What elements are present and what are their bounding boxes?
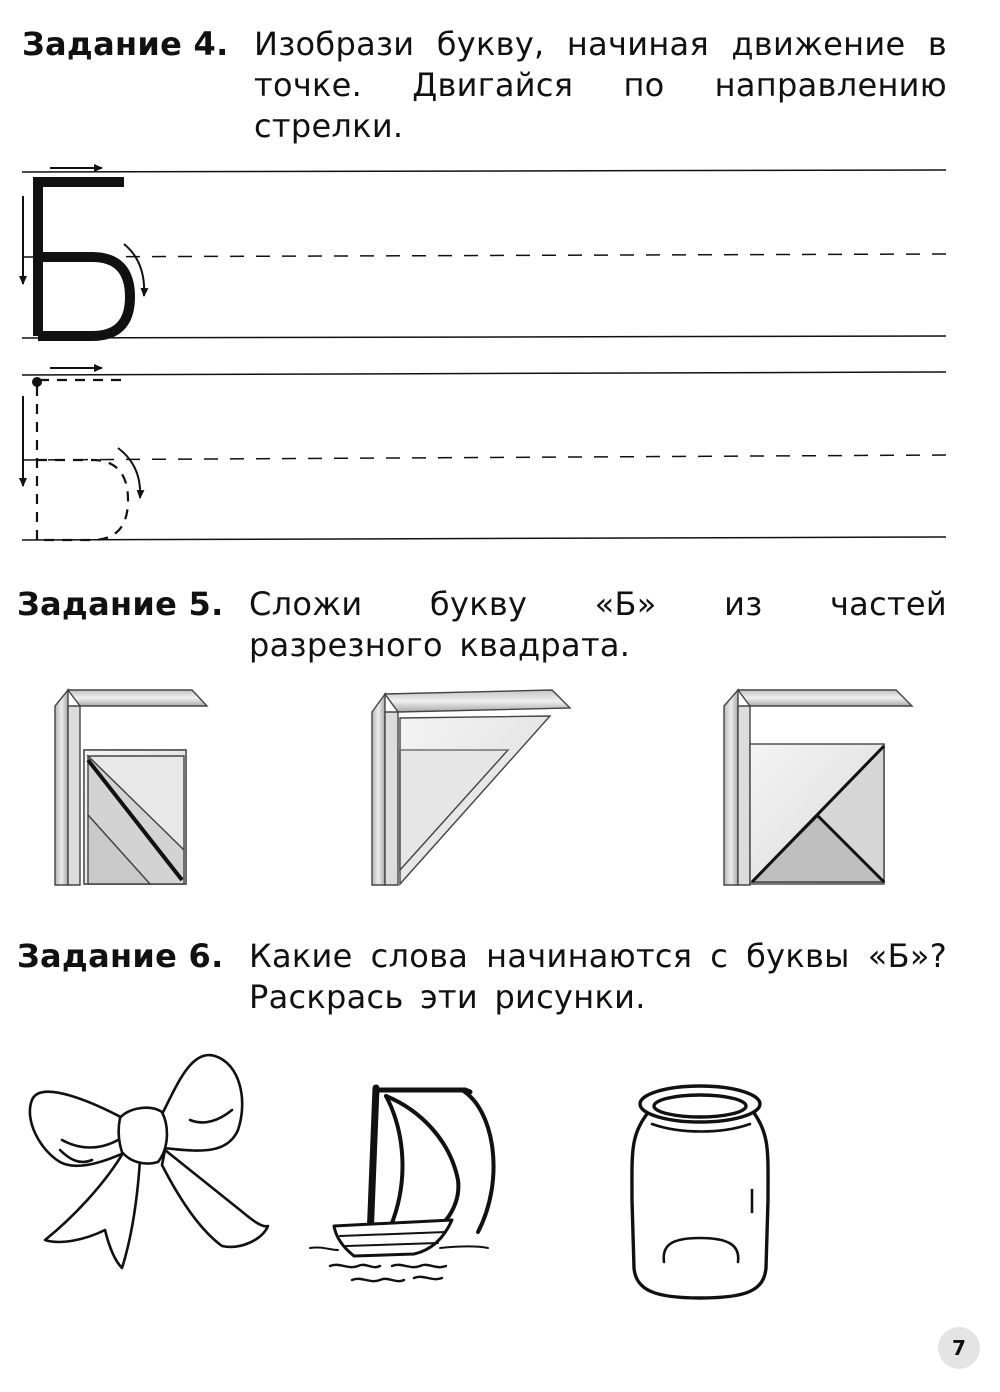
- jar-icon: [632, 1086, 768, 1298]
- task-5-label: Задание 5.: [17, 585, 224, 623]
- sample-letter-b: [38, 182, 130, 336]
- direction-arrows-2: [23, 368, 140, 498]
- writing-lines-1: [22, 170, 946, 338]
- square-pieces-1: [55, 690, 207, 885]
- page-number: 7: [938, 1327, 980, 1369]
- square-pieces-3: [724, 690, 912, 885]
- task-5-text: Сложи букву «Б» из частей разрезного квадрата.: [249, 585, 947, 664]
- writing-lines-2: [22, 372, 946, 540]
- task-6-text: Какие слова начинаются с буквы «Б»? Раскрась эти рисунки.: [249, 937, 947, 1016]
- bow-icon: [30, 1055, 268, 1268]
- task-4-text: Изобрази букву, начиная движение в точке. Двигайся по направлению стрелки.: [254, 25, 947, 145]
- task-6-label: Задание 6.: [17, 937, 224, 975]
- square-pieces-2: [372, 690, 570, 885]
- start-dot: [32, 377, 42, 387]
- sailboat-icon: [310, 1088, 494, 1281]
- task-4-label: Задание 4.: [22, 25, 229, 63]
